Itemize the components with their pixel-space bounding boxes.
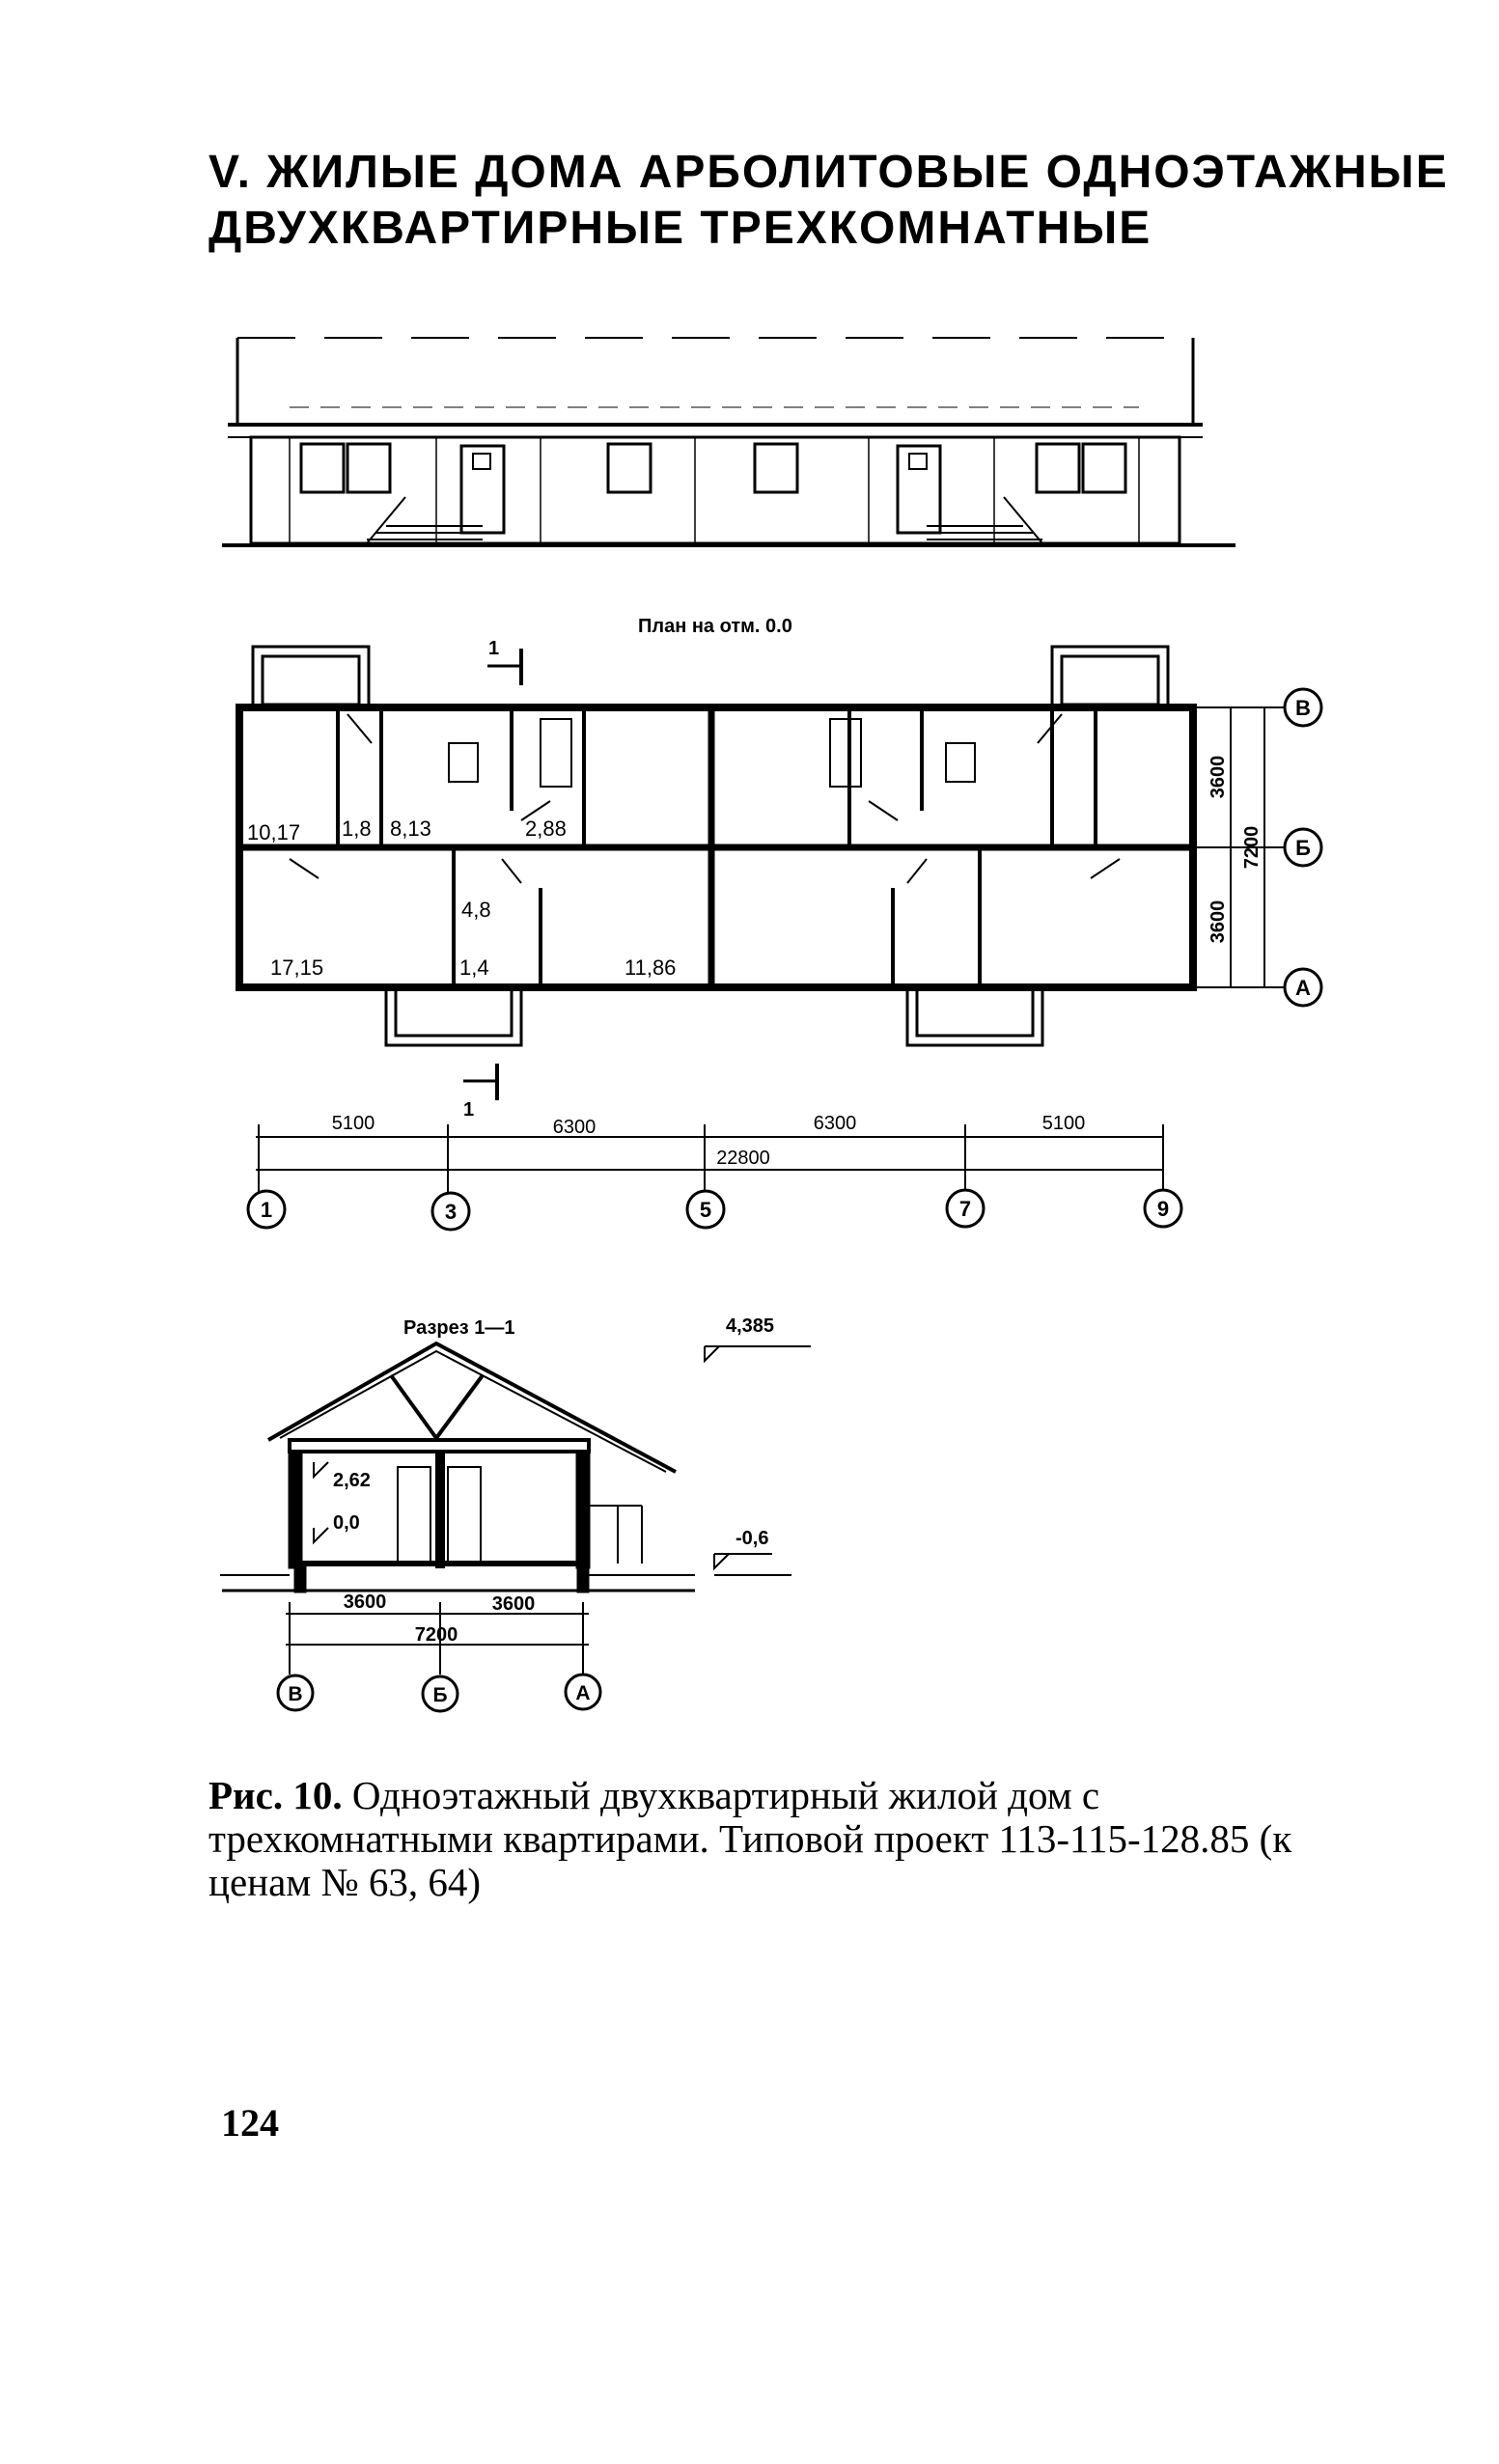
axis-label: 7	[958, 1197, 972, 1221]
axis-label: 5	[699, 1198, 712, 1222]
vertical-dimensions	[1193, 707, 1284, 987]
room-area: 1,8	[342, 817, 372, 841]
plan-title: План на отм. 0.0	[638, 616, 792, 637]
section-dim: 3600	[343, 1592, 387, 1613]
axis-label: В	[1295, 696, 1311, 720]
dim-horizontal: 6300	[552, 1117, 597, 1138]
heading-line-1: V. ЖИЛЫЕ ДОМА АРБОЛИТОВЫЕ ОДНОЭТАЖНЫЕ	[208, 147, 1449, 198]
axis-label: А	[1295, 976, 1311, 1000]
axis-label: 1	[260, 1198, 273, 1222]
section-mark-top: 1	[488, 638, 500, 659]
room-area: 4,8	[461, 898, 491, 922]
section-dim: 3600	[491, 1593, 536, 1615]
floor-plan	[239, 647, 1193, 1100]
figure-label: Рис. 10.	[208, 1773, 343, 1817]
facade-elevation	[222, 338, 1235, 545]
level-ridge: 4,385	[726, 1315, 775, 1337]
figure-caption-text: Одноэтажный двухквартирный жилой дом с трехкомнатными квартирами. Типовой проект 113-115-128.85 (к ценам № 63, 64)	[208, 1773, 1292, 1904]
room-area: 8,13	[390, 817, 431, 841]
axis-label: 3	[444, 1200, 458, 1224]
dim-vertical-bottom: 3600	[1208, 900, 1229, 944]
axis-label: В	[288, 1683, 303, 1705]
section-drawing	[220, 1343, 811, 1592]
axis-label: 9	[1156, 1197, 1170, 1221]
dim-vertical-total: 7200	[1241, 825, 1263, 870]
level-ground: -0,6	[736, 1528, 769, 1549]
dim-horizontal: 5100	[331, 1113, 375, 1134]
section-dim-total: 7200	[414, 1624, 458, 1646]
dim-vertical-top: 3600	[1208, 755, 1229, 799]
figure-caption	[208, 1774, 1347, 1904]
room-area: 10,17	[247, 820, 301, 844]
dim-horizontal: 5100	[1041, 1113, 1086, 1134]
axis-label: Б	[432, 1684, 448, 1706]
page-number: 124	[221, 2101, 279, 2145]
axis-label: А	[575, 1682, 591, 1704]
dim-horizontal: 6300	[813, 1113, 857, 1134]
room-area: 17,15	[270, 955, 324, 980]
room-area: 11,86	[625, 955, 677, 980]
room-areas	[247, 817, 676, 980]
section-mark-bottom: 1	[463, 1099, 475, 1121]
heading-line-2: ДВУХКВАРТИРНЫЕ ТРЕХКОМНАТНЫЕ	[208, 203, 1152, 254]
level-ceiling: 2,62	[333, 1470, 371, 1491]
dim-total: 22800	[716, 1148, 770, 1169]
room-area: 2,88	[525, 817, 567, 841]
room-area: 1,4	[459, 955, 489, 980]
level-floor: 0,0	[333, 1512, 360, 1534]
axis-label: Б	[1295, 836, 1311, 860]
section-title: Разрез 1—1	[403, 1317, 515, 1339]
